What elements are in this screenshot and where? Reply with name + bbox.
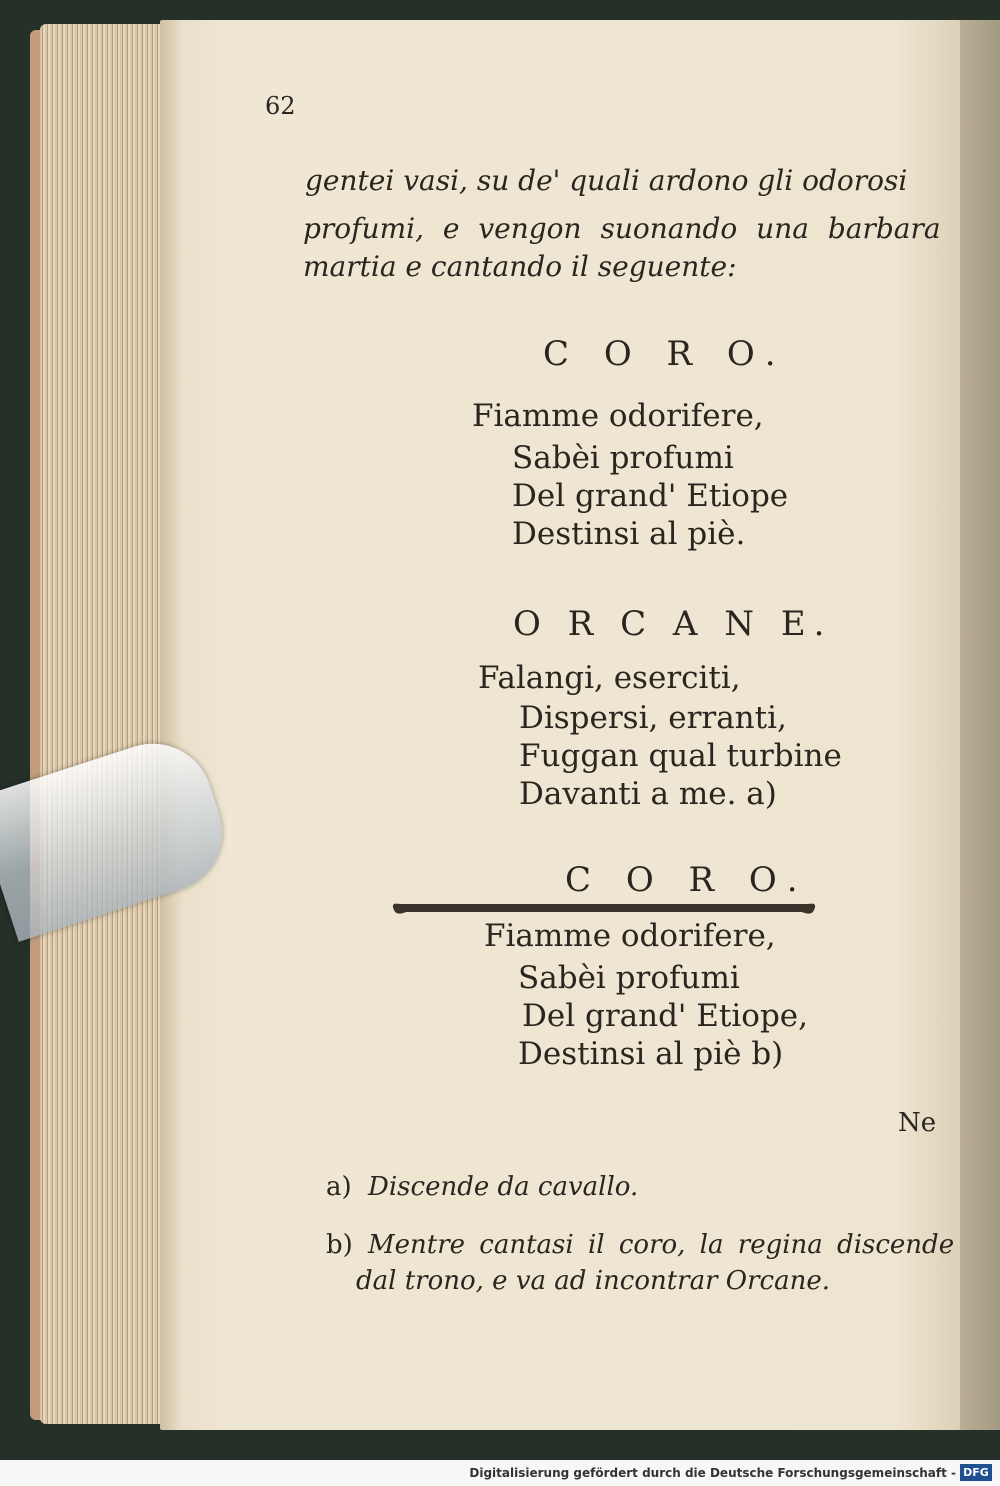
funding-credit: Digitalisierung gefördert durch die Deutsche Forschungsgemeinschaft - — [469, 1466, 956, 1480]
verse-line: Destinsi al piè. — [512, 516, 746, 552]
speaker-heading: O R C A N E. — [513, 604, 833, 644]
intro-line: martia e cantando il seguente: — [303, 250, 737, 283]
verse-line: Falangi, eserciti, — [478, 660, 741, 696]
intro-line: profumi, e vengon suonando una barbara — [303, 212, 941, 245]
footnote-mark: b) — [326, 1230, 353, 1260]
verse-line: Fuggan qual turbine — [519, 738, 842, 774]
ornamental-rule — [388, 898, 820, 918]
verse-line: Del grand' Etiope — [512, 478, 789, 514]
verse-line: Davanti a me. a) — [519, 776, 777, 812]
footnote-text: Mentre cantasi il coro, la regina discende — [368, 1230, 955, 1260]
verse-line: Del grand' Etiope, — [522, 998, 809, 1034]
verse-line: Sabèi profumi — [518, 960, 740, 996]
intro-line: gentei vasi, su de' quali ardono gli odorosi — [305, 164, 908, 197]
dfg-logo: DFG — [960, 1464, 992, 1481]
verse-line: Sabèi profumi — [512, 440, 734, 476]
speaker-heading: C O R O. — [543, 334, 788, 374]
verse-line: Dispersi, erranti, — [519, 700, 787, 736]
catchword: Ne — [898, 1108, 937, 1138]
verse-line: Fiamme odorifere, — [472, 398, 764, 434]
speaker-heading: C O R O. — [565, 860, 810, 900]
footnote-continuation: dal trono, e va ad incontrar Orcane. — [356, 1266, 830, 1296]
page-edges — [40, 24, 170, 1424]
footnote-mark: a) — [326, 1172, 352, 1202]
footnote-text: Discende da cavallo. — [368, 1172, 639, 1202]
verse-line: Fiamme odorifere, — [484, 918, 776, 954]
page-number: 62 — [265, 92, 296, 120]
verse-line: Destinsi al piè b) — [518, 1036, 784, 1072]
